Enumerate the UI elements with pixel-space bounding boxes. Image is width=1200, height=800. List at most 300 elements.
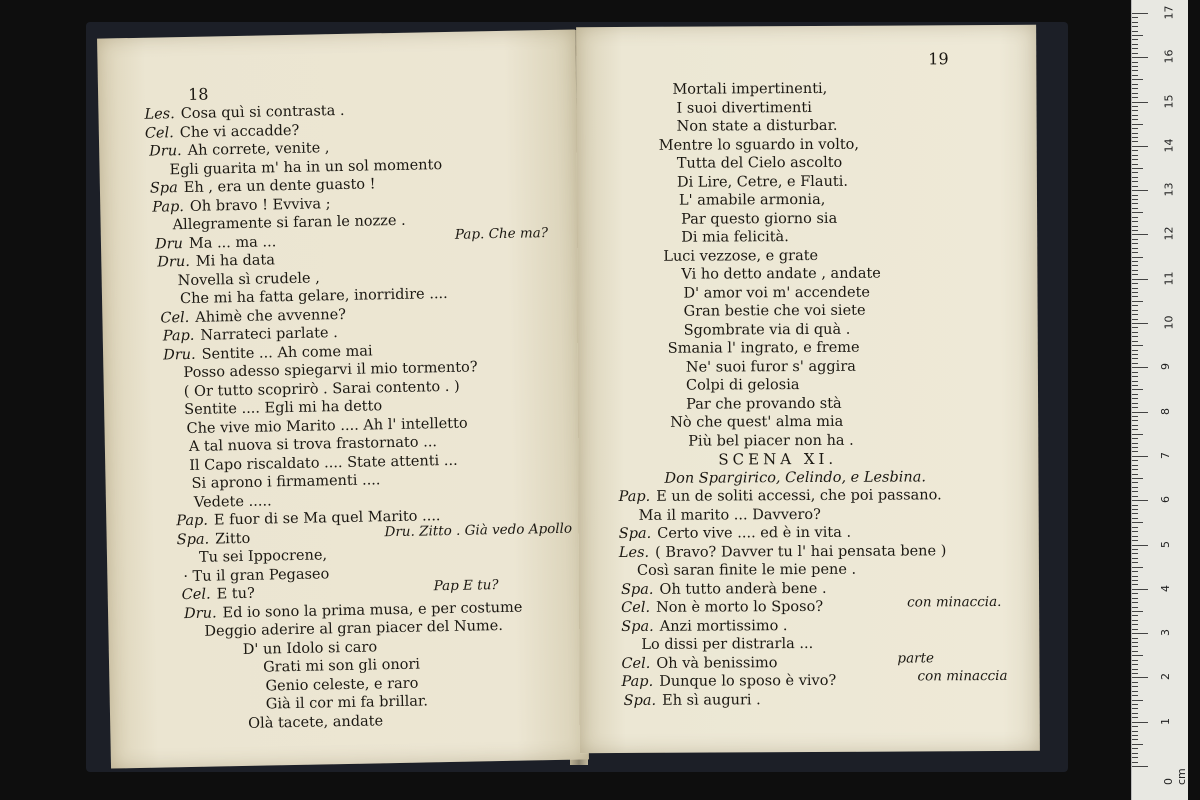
page-number: 18	[187, 84, 209, 104]
ruler-tick	[1132, 646, 1138, 647]
ruler-tick	[1132, 124, 1143, 125]
ruler-tick	[1132, 239, 1138, 240]
ruler-tick	[1132, 744, 1143, 745]
ruler-tick	[1132, 584, 1138, 585]
text-block	[576, 79, 1039, 710]
verse-text: Ma il marito ... Davvero?	[638, 506, 821, 524]
ruler-tick	[1132, 500, 1148, 501]
speaker-label: Spa	[149, 180, 178, 197]
verse-text: Cosa quì si contrasta .	[180, 102, 345, 123]
ruler-tick	[1132, 549, 1138, 550]
ruler-tick	[1132, 726, 1138, 727]
ruler-tick	[1132, 545, 1148, 546]
ruler-tick	[1132, 425, 1138, 426]
verse-text: ( Or tutto scoprirò . Sarai contento . )	[183, 378, 460, 400]
ruler-tick	[1132, 447, 1138, 448]
ruler-tick	[1132, 39, 1138, 40]
verse-text: ( Bravo? Davver tu l' hai pensata bene )	[655, 542, 947, 561]
ruler-tick	[1132, 660, 1138, 661]
ruler-tick	[1132, 13, 1148, 14]
ruler-tick	[1132, 172, 1138, 173]
verse-text: Eh sì auguri .	[662, 691, 761, 709]
text-line	[580, 689, 1040, 710]
ruler-tick	[1132, 354, 1138, 355]
ruler-tick	[1132, 181, 1138, 182]
verse-text: Oh tutto anderà bene .	[659, 580, 827, 598]
ruler-tick	[1132, 717, 1138, 718]
speaker-label: Dru.	[162, 346, 196, 363]
ruler-tick	[1132, 655, 1143, 656]
text-line	[579, 593, 1039, 618]
ruler-tick	[1132, 327, 1138, 328]
ruler-tick	[1132, 385, 1138, 386]
verse-text: Par che provando stà	[686, 395, 842, 413]
ruler-label: 5	[1159, 540, 1172, 548]
ruler-tick	[1132, 540, 1138, 541]
ruler-tick	[1132, 110, 1138, 111]
ruler-tick	[1132, 407, 1138, 408]
ruler-tick	[1132, 642, 1138, 643]
ruler-tick	[1132, 505, 1138, 506]
ruler-label: 4	[1159, 584, 1172, 592]
ruler-tick	[1132, 358, 1138, 359]
verse-text: Oh và benissimo	[656, 654, 778, 672]
ruler-tick	[1132, 292, 1138, 293]
text-line	[577, 245, 1037, 266]
ruler-tick	[1132, 398, 1138, 399]
ruler-tick	[1132, 217, 1138, 218]
verse-text: Eh , era un dente guasto !	[183, 176, 376, 197]
text-block	[98, 97, 588, 735]
ruler-tick	[1132, 296, 1138, 297]
verse-text: Luci vezzose, e grate	[663, 247, 819, 265]
verse-text: Posso adesso spiegarvi il mio tormento?	[183, 359, 478, 382]
ruler-tick	[1132, 469, 1138, 470]
ruler-tick	[1132, 288, 1138, 289]
stage-direction: con minaccia	[917, 667, 1008, 685]
text-line	[579, 486, 1039, 507]
stage-direction: Dru. Zitto . Già vedo Apollo	[384, 520, 573, 540]
ruler-tick	[1132, 159, 1138, 160]
ruler-tick	[1132, 633, 1148, 634]
speaker-label: Pap.	[152, 198, 185, 216]
ruler-tick	[1132, 478, 1143, 479]
ruler-label: 0 cm	[1162, 768, 1188, 785]
ruler-tick	[1132, 341, 1138, 342]
ruler-tick	[1132, 115, 1138, 116]
ruler-tick	[1132, 651, 1138, 652]
ruler-tick	[1132, 708, 1138, 709]
ruler-tick	[1132, 624, 1138, 625]
ruler-tick	[1132, 677, 1148, 678]
ruler-label: 3	[1159, 629, 1172, 637]
text-line	[578, 356, 1038, 377]
ruler-tick	[1132, 638, 1138, 639]
ruler-label: 17	[1162, 5, 1176, 20]
ruler-tick	[1132, 128, 1138, 129]
ruler-tick	[1132, 673, 1138, 674]
ruler-tick	[1132, 487, 1138, 488]
ruler-tick	[1132, 731, 1138, 732]
ruler-tick	[1132, 88, 1138, 89]
ruler-tick	[1132, 332, 1138, 333]
ruler-tick	[1132, 438, 1138, 439]
ruler-tick	[1132, 310, 1138, 311]
ruler-tick	[1132, 270, 1138, 271]
ruler-tick	[1132, 522, 1143, 523]
ruler-tick	[1132, 615, 1138, 616]
verse-text: Il Capo riscaldato .... State attenti ...	[189, 452, 458, 474]
ruler-tick	[1132, 283, 1138, 284]
verse-text: Si aprono i firmamenti ....	[191, 472, 381, 492]
verse-text: Mortali impertinenti,	[672, 80, 828, 98]
ruler-tick	[1132, 598, 1138, 599]
ruler-tick	[1132, 177, 1138, 178]
ruler-label: 1	[1159, 717, 1172, 725]
ruler-tick	[1132, 265, 1138, 266]
verse-text: D' amor voi m' accendete	[683, 284, 871, 302]
speaker-label: Spa.	[621, 618, 654, 635]
ruler-label: 6	[1159, 496, 1172, 504]
ruler-tick	[1132, 381, 1138, 382]
ruler-tick	[1132, 664, 1138, 665]
ruler-tick	[1132, 762, 1138, 763]
ruler-tick	[1132, 17, 1138, 18]
speaker-label: Cel.	[160, 309, 190, 326]
text-line	[577, 171, 1037, 192]
ruler-tick	[1132, 323, 1148, 324]
ruler-tick	[1132, 75, 1138, 76]
ruler-tick	[1132, 416, 1138, 417]
verse-text: Olà tacete, andate	[248, 712, 384, 732]
ruler-tick	[1132, 536, 1138, 537]
ruler-tick	[1132, 607, 1138, 608]
ruler-tick	[1132, 766, 1148, 767]
ruler-tick	[1132, 443, 1138, 444]
ruler-tick	[1132, 314, 1138, 315]
text-line	[578, 375, 1038, 396]
ruler-label: 7	[1159, 451, 1172, 459]
text-line	[577, 282, 1037, 303]
ruler-tick	[1132, 669, 1138, 670]
text-line	[576, 79, 1036, 100]
ruler-tick	[1132, 491, 1138, 492]
verse-text: Che vi accadde?	[179, 122, 300, 141]
ruler-tick	[1132, 389, 1143, 390]
ruler-tick	[1132, 150, 1138, 151]
verse-text: Ne' suoi furor s' aggira	[685, 358, 856, 376]
verse-text: Che mi ha fatta gelare, inorridire ....	[179, 285, 448, 308]
ruler-tick	[1132, 84, 1138, 85]
ruler-tick	[1132, 713, 1138, 714]
verse-text: Narrateci parlate .	[200, 325, 338, 344]
ruler-label: 2	[1159, 673, 1172, 681]
scene-heading: SCENA XI.	[718, 449, 838, 469]
text-line	[577, 208, 1037, 229]
ruler-tick	[1132, 345, 1143, 346]
ruler-tick	[1132, 199, 1138, 200]
verse-text: Oh bravo ! Evviva ;	[189, 195, 331, 215]
ruler-tick	[1132, 429, 1138, 430]
ruler-tick	[1132, 602, 1138, 603]
ruler-tick	[1132, 230, 1138, 231]
ruler-tick	[1132, 496, 1138, 497]
ruler-tick	[1132, 735, 1138, 736]
text-line	[579, 541, 1039, 562]
verse-text: Vi ho detto andate , andate	[681, 265, 881, 283]
verse-text: Egli guarita m' ha in un sol momento	[169, 156, 443, 178]
ruler-label: 16	[1162, 49, 1176, 64]
text-line	[578, 301, 1038, 322]
verse-text: Smania l' ingrato, e freme	[667, 339, 860, 357]
ruler-tick	[1132, 576, 1138, 577]
text-line	[579, 615, 1039, 636]
ruler-tick	[1132, 363, 1138, 364]
ruler-tick	[1132, 53, 1138, 54]
verse-text: Par questo giorno sia	[681, 210, 838, 228]
text-line	[579, 667, 1039, 692]
ruler-tick	[1132, 513, 1138, 514]
ruler-tick	[1132, 226, 1138, 227]
ruler-tick	[1132, 66, 1138, 67]
verse-text: Anzi mortissimo .	[659, 617, 788, 635]
ruler-tick	[1132, 739, 1138, 740]
verse-text: Sentite .... Egli mi ha detto	[184, 398, 383, 419]
text-line	[579, 634, 1039, 655]
ruler-tick	[1132, 261, 1138, 262]
ruler-tick	[1132, 212, 1143, 213]
speaker-label: Dru.	[149, 143, 182, 160]
ruler-tick	[1132, 301, 1143, 302]
speaker-label: Spa.	[621, 581, 654, 598]
ruler-tick	[1132, 35, 1143, 36]
verse-text: Più bel piacer non ha .	[688, 432, 854, 450]
text-line	[577, 153, 1037, 174]
speaker-label: Les.	[618, 544, 650, 561]
text-line	[578, 449, 1038, 470]
speaker-label: Spa.	[618, 525, 652, 542]
stage-direction: Pap. Che ma?	[454, 224, 549, 243]
left-page	[97, 29, 589, 768]
speaker-label: Spa.	[623, 692, 657, 709]
ruler-tick	[1132, 562, 1138, 563]
ruler-tick	[1132, 102, 1148, 103]
speaker-label: Cel.	[621, 599, 651, 616]
ruler-tick	[1132, 279, 1148, 280]
ruler-label: 14	[1162, 138, 1176, 153]
ruler-tick	[1132, 757, 1138, 758]
verse-text: Vedete .....	[193, 492, 272, 511]
ruler-tick	[1132, 274, 1138, 275]
verse-text: Tutta del Cielo ascolto	[676, 154, 843, 172]
verse-text: Ahimè che avvenne?	[195, 306, 347, 326]
ruler-tick	[1132, 704, 1138, 705]
text-line	[577, 116, 1037, 137]
verse-text: I suoi divertimenti	[676, 99, 812, 117]
text-line	[578, 319, 1038, 340]
ruler-tick	[1132, 221, 1138, 222]
text-line	[579, 523, 1039, 544]
ruler-tick	[1132, 474, 1138, 475]
ruler-tick	[1132, 434, 1143, 435]
text-line	[577, 227, 1037, 248]
ruler-tick	[1132, 137, 1138, 138]
ruler-tick	[1132, 403, 1138, 404]
verse-text: A tal nuova si trova frastornato ...	[188, 434, 438, 455]
text-line	[577, 134, 1037, 155]
ruler-tick	[1132, 593, 1138, 594]
verse-text: Mi ha data	[195, 252, 276, 270]
ruler-tick	[1132, 394, 1138, 395]
ruler-tick	[1132, 234, 1148, 235]
speaker-label: Cel.	[621, 655, 651, 672]
ruler-tick	[1132, 305, 1138, 306]
ruler-tick	[1132, 620, 1138, 621]
text-line	[578, 393, 1038, 414]
text-line	[577, 264, 1037, 285]
ruler-tick	[1132, 722, 1148, 723]
ruler-tick	[1132, 252, 1138, 253]
page-number: 19	[928, 49, 949, 69]
ruler-tick	[1132, 146, 1148, 147]
ruler-tick	[1132, 168, 1143, 169]
verse-text: Colpi di gelosia	[685, 377, 800, 394]
speaker-label: Pap.	[618, 488, 651, 505]
ruler-tick	[1132, 629, 1138, 630]
ruler-tick	[1132, 195, 1138, 196]
text-line	[578, 338, 1038, 359]
verse-text: Gran bestie che voi siete	[683, 302, 866, 320]
ruler-tick	[1132, 248, 1138, 249]
verse-text: Sgombrate via di quà .	[683, 321, 851, 339]
verse-text: Deggio aderire al gran piacer del Nume.	[204, 617, 504, 640]
text-line	[579, 560, 1039, 581]
ruler-tick	[1132, 700, 1143, 701]
verse-text: Sentite ... Ah come mai	[201, 342, 373, 363]
stage-direction: parte	[897, 649, 935, 667]
ruler-tick	[1132, 553, 1138, 554]
ruler-tick	[1132, 753, 1138, 754]
measurement-ruler	[1131, 0, 1188, 800]
ruler-tick	[1132, 691, 1138, 692]
verse-text: Ed io sono la prima musa, e per costume	[222, 599, 523, 621]
ruler-label: 10	[1162, 315, 1176, 330]
ruler-tick	[1132, 190, 1148, 191]
speaker-label: Pap.	[162, 327, 195, 345]
ruler-tick	[1132, 682, 1138, 683]
speaker-label: Dru	[154, 235, 184, 253]
text-line	[578, 430, 1038, 451]
verse-text: L' amabile armonia,	[678, 191, 826, 209]
ruler-tick	[1132, 531, 1138, 532]
ruler-tick	[1132, 589, 1148, 590]
verse-text: Che vive mio Marito .... Ah l' intelletto	[186, 415, 468, 437]
verse-text: Grati mi son gli onori	[262, 656, 421, 676]
ruler-tick	[1132, 44, 1138, 45]
speaker-label: Dru.	[183, 604, 217, 622]
ruler-tick	[1132, 580, 1138, 581]
speaker-label: Dru.	[157, 253, 191, 271]
verse-text: Ah correte, venite ,	[187, 140, 330, 159]
stage-direction: Pap E tu?	[433, 577, 499, 595]
ruler-tick	[1132, 376, 1138, 377]
ruler-tick	[1132, 79, 1143, 80]
ruler-tick	[1132, 203, 1138, 204]
ruler-tick	[1132, 319, 1138, 320]
ruler-tick	[1132, 527, 1138, 528]
verse-text: · Tu il gran Pegaseo	[183, 565, 330, 585]
ruler-tick	[1132, 119, 1138, 120]
verse-text: Nò che quest' alma mia	[670, 413, 844, 431]
ruler-tick	[1132, 567, 1143, 568]
verse-text: Dunque lo sposo è vivo?	[659, 672, 837, 690]
speaker-label: Cel.	[181, 586, 211, 604]
stage-direction: con minaccia.	[907, 593, 1002, 611]
verse-text: Genio celeste, e raro	[265, 675, 419, 695]
ruler-label: 13	[1162, 182, 1176, 197]
verse-text: Tu sei Ippocrene,	[198, 547, 328, 566]
ruler-label: 9	[1159, 363, 1172, 371]
verse-text: Lo dissi per distrarla ...	[641, 635, 814, 653]
ruler-tick	[1132, 57, 1148, 58]
speaker-label: Spa.	[176, 531, 210, 548]
verse-text: Zitto	[214, 530, 251, 547]
ruler-tick	[1132, 208, 1138, 209]
ruler-tick	[1132, 451, 1138, 452]
ruler-tick	[1132, 62, 1138, 63]
verse-text: Mentre lo sguardo in volto,	[658, 136, 860, 154]
verse-text: Ma ... ma ...	[188, 233, 277, 252]
verse-text: E tu?	[216, 585, 255, 603]
verse-text: Non è morto lo Sposo?	[656, 598, 824, 616]
ruler-tick	[1132, 509, 1138, 510]
ruler-tick	[1132, 336, 1138, 337]
ruler-tick	[1132, 686, 1138, 687]
ruler-tick	[1132, 141, 1138, 142]
ruler-tick	[1132, 22, 1138, 23]
ruler-tick	[1132, 482, 1138, 483]
verse-text: E un de soliti accessi, che poi passano.	[656, 487, 942, 505]
ruler-tick	[1132, 465, 1138, 466]
speaker-label: Les.	[144, 106, 175, 123]
verse-text: D' un Idolo si caro	[242, 638, 378, 658]
verse-text: Di Lire, Cetre, e Flauti.	[676, 173, 849, 191]
ruler-tick	[1132, 70, 1138, 71]
verse-text: Don Spargirico, Celindo, e Lesbina.	[664, 468, 927, 487]
speaker-label: Pap.	[176, 512, 209, 530]
ruler-tick	[1132, 695, 1138, 696]
speaker-label: Cel.	[144, 124, 174, 142]
ruler-tick	[1132, 164, 1138, 165]
ruler-tick	[1132, 155, 1138, 156]
ruler-tick	[1132, 350, 1138, 351]
ruler-tick	[1132, 93, 1138, 94]
ruler-tick	[1132, 367, 1148, 368]
ruler-tick	[1132, 412, 1148, 413]
verse-text: E fuor di se Ma quel Marito ....	[213, 508, 441, 529]
ruler-label: 15	[1162, 94, 1176, 108]
ruler-tick	[1132, 106, 1138, 107]
text-line	[578, 412, 1038, 433]
ruler-tick	[1132, 31, 1138, 32]
ruler-label: 11	[1162, 271, 1176, 286]
ruler-label: 8	[1159, 407, 1172, 415]
text-line	[579, 504, 1039, 525]
verse-text: Novella sì crudele ,	[177, 269, 320, 289]
ruler-tick	[1132, 133, 1138, 134]
ruler-tick	[1132, 257, 1143, 258]
ruler-tick	[1132, 26, 1138, 27]
